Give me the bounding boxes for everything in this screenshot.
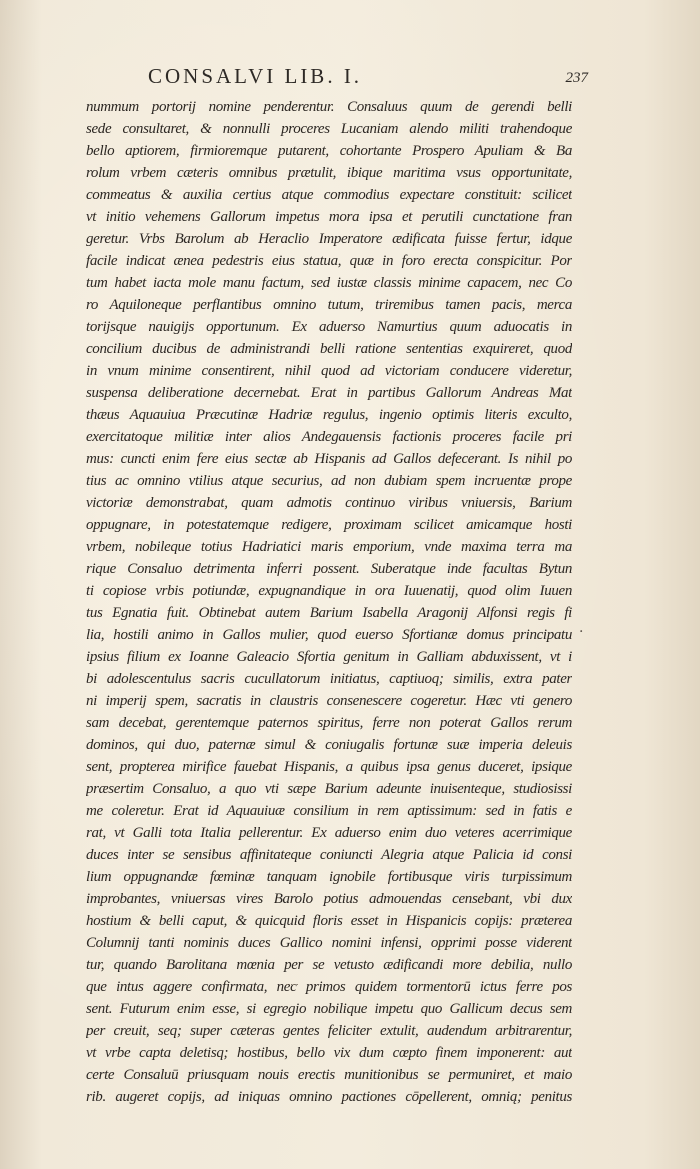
text-line: sam decebat, gerentemque paternos spiritus, ferre non poterat Gallos rerum bbox=[86, 715, 572, 731]
text-line: torijsque nauigijs opportunum. Ex aduerso Namurtius quum aduocatis in bbox=[86, 319, 572, 335]
text-line: lia, hostili animo in Gallos mulier, quod euerso Sfortianæ domus principatu bbox=[86, 627, 572, 643]
text-line: rat, vt Galli tota Italia pellerentur. Ex aduerso enim duo veteres acerrimique bbox=[86, 825, 572, 841]
text-line: certe Consaluū priusquam nouis erectis munitionibus se permuniret, et maio bbox=[86, 1067, 572, 1083]
text-line: bello aptiorem, firmioremque putarent, cohortante Prospero Apuliam & Ba bbox=[86, 143, 572, 159]
text-line: mus: cuncti enim fere eius sectæ ab Hispanis ad Gallos defecerant. Is nihil po bbox=[86, 451, 572, 467]
text-line: in vnum minime consentirent, nihil quod ad victoriam conducere videretur, bbox=[86, 363, 572, 379]
running-head: CONSALVI LIB. I. bbox=[148, 64, 363, 88]
text-line: improbantes, vniuersas vires Barolo potius admouendas censebant, vbi dux bbox=[86, 891, 572, 907]
margin-mark: · bbox=[579, 624, 584, 640]
text-line: tum habet iacta mole manu factum, sed iustæ classis minime capacem, nec Co bbox=[86, 275, 572, 291]
body-text bbox=[86, 96, 572, 1108]
text-line: tur, quando Barolitana mœnia per se vetusto ædificandi more debilia, nullo bbox=[86, 957, 572, 973]
text-line: facile indicat ænea pedestris eius statua, quæ in foro erecta conspicitur. Por bbox=[86, 253, 572, 269]
text-line: bi adolescentulus sacris cucullatorum initiatus, captiuoq; similis, extra pater bbox=[86, 671, 572, 687]
page-header bbox=[148, 64, 588, 98]
text-line: nummum portorij nomine penderentur. Consaluus quum de gerendi belli bbox=[86, 99, 572, 115]
text-line: sede consultaret, & nonnulli proceres Lucaniam alendo militi trahendoque bbox=[86, 121, 572, 137]
text-line: Columnij tanti nominis duces Gallico nomini infensi, opprimi posse viderent bbox=[86, 935, 572, 951]
page-number: 237 bbox=[565, 70, 588, 86]
text-line: vt vrbe capta deletisq; hostibus, bello vix dum cœpto finem imponerent: aut bbox=[86, 1045, 572, 1061]
text-line: sent. Futurum enim esse, si egregio nobilique impetu quo Gallicum decus sem bbox=[86, 1001, 572, 1017]
text-line: hostium & belli caput, & quicquid floris esset in Hispanicis copijs: præterea bbox=[86, 913, 572, 929]
text-line: ni imperij spem, sacratis in claustris consenescere cogeretur. Hæc vti genero bbox=[86, 693, 572, 709]
text-line: suspensa deliberatione decernebat. Erat in partibus Gallorum Andreas Mat bbox=[86, 385, 572, 401]
text-line: sent, propterea mirifice fauebat Hispanis, a quibus ipsa genus duceret, ipsique bbox=[86, 759, 572, 775]
text-line: rolum vrbem cæteris omnibus prætulit, ibique maritima vsus opportunitate, bbox=[86, 165, 572, 181]
text-line: tus Egnatia fuit. Obtinebat autem Barium Isabella Aragonij Alfonsi regis fi bbox=[86, 605, 572, 621]
text-line: victoriæ demonstrabat, quam admotis continuo viribus vniuersis, Barium bbox=[86, 495, 572, 511]
signature-mark bbox=[286, 984, 298, 995]
text-line: vrbem, nobileque totius Hadriatici maris emporium, vnde maxima terra ma bbox=[86, 539, 572, 555]
text-line: rib. augeret copijs, ad iniquas omnino pactiones cōpellerent, omnią; penitus bbox=[86, 1089, 572, 1105]
text-line: ipsius filium ex Ioanne Galeacio Sfortia genitum in Galliam abduxissent, vt i bbox=[86, 649, 572, 665]
text-line: dominos, qui duo, paternæ simul & coniugalis fortunæ suæ imperia deleuis bbox=[86, 737, 572, 753]
text-line: oppugnare, in potestatemque redigere, proximam scilicet amicamque hosti bbox=[86, 517, 572, 533]
text-line: thæus Aquauiua Præcutinæ Hadriæ regulus, ingenio optimis literis exculto, bbox=[86, 407, 572, 423]
text-line: que intus aggere confirmata, nec primos quidem tormentorū ictus ferre pos bbox=[86, 979, 572, 995]
text-line: per creuit, seq; super cæteras gentes feliciter extulit, audendum arbitrarentur, bbox=[86, 1023, 572, 1039]
text-line: rique Consaluo detrimenta inferri possent. Suberatque inde facultas Bytun bbox=[86, 561, 572, 577]
text-line: præsertim Consaluo, a quo vti sæpe Barium adeunte inuisenteque, studiosissi bbox=[86, 781, 572, 797]
text-line: duces inter se sensibus affinitateque coniuncti Alegria atque Palicia id consi bbox=[86, 847, 572, 863]
text-line: me coleretur. Erat id Aquauiuæ consilium in rem aptissimum: sed in fatis e bbox=[86, 803, 572, 819]
text-line: commeatus & auxilia certius atque commodius expectare constituit: scilicet bbox=[86, 187, 572, 203]
text-line: ti copiose vrbis potiundæ, expugnandique in ora Iuuenatij, quod olim Iuuen bbox=[86, 583, 572, 599]
text-line: exercitatoque militiæ inter alios Andegauensis factionis proceres facile pri bbox=[86, 429, 572, 445]
text-line: ro Aquiloneque perflantibus omnino tutum, triremibus tamen pacis, merca bbox=[86, 297, 572, 313]
text-line: vt initio vehemens Gallorum impetus mora ipsa et perutili cunctatione fran bbox=[86, 209, 572, 225]
text-line: geretur. Vrbs Barolum ab Heraclio Imperatore ædificata fuisse fertur, idque bbox=[86, 231, 572, 247]
text-line: concilium ducibus de administrandi belli ratione sententias exquireret, quod bbox=[86, 341, 572, 357]
text-line: tius ac omnino vtilius atque securius, ad non dubiam spem incruentæ prope bbox=[86, 473, 572, 489]
text-line: lium oppugnandæ fœminæ tanquam ignobile fortibusque viris turpissimum bbox=[86, 869, 572, 885]
